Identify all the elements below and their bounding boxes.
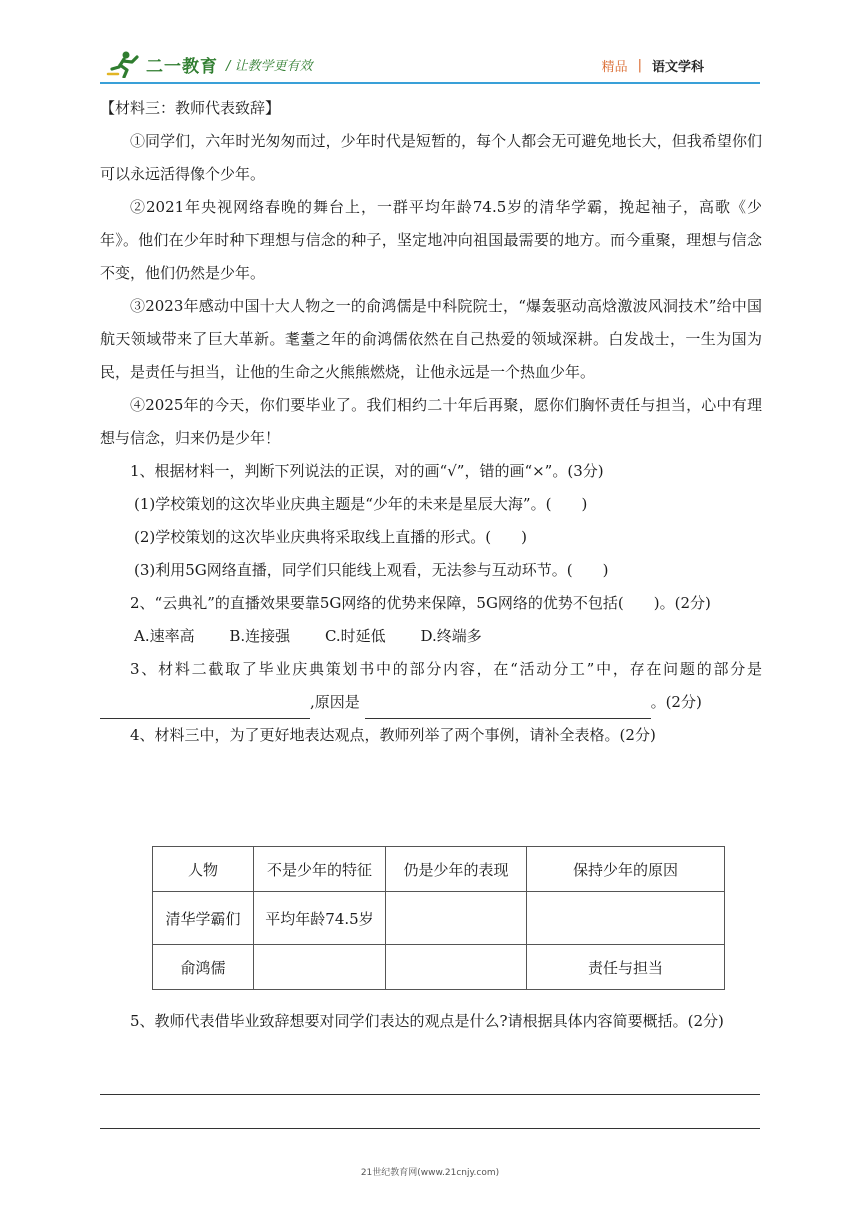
question-5-block bbox=[100, 1005, 762, 1038]
question-1-item-b: (2)学校策划的这次毕业庆典将采取线上直播的形式。( ) bbox=[134, 528, 527, 546]
question-3-reason: ,原因是 bbox=[310, 693, 360, 711]
logo-text: 二一教育 bbox=[146, 56, 218, 77]
table-header-row bbox=[153, 847, 725, 892]
question-3-text: 3、材料二截取了毕业庆典策划书中的部分内容，在“活动分工”中，存在问题的部分是 bbox=[130, 660, 762, 678]
option-a: A.速率高 bbox=[134, 627, 195, 645]
paragraph-4: ④2025年的今天，你们要毕业了。我们相约二十年后再聚，愿你们胸怀责任与担当，心中有理想与信念，归来仍是少年！ bbox=[100, 396, 762, 447]
answer-table bbox=[152, 846, 725, 990]
table-header: 保持少年的原因 bbox=[527, 847, 725, 892]
subject-badge bbox=[602, 56, 704, 75]
paragraph-3: ③2023年感动中国十大人物之一的俞鸿儒是中科院院士，“爆轰驱动高焓激波风洞技术”给中国航天领域带来了巨大革新。耄耋之年的俞鸿儒依然在自己热爱的领域深耕。白发战士，一生为国为民，是责任与担当，让他的生命之火熊熊燃烧，让他永远是一个热血少年。 bbox=[100, 297, 762, 381]
table-cell-blank[interactable] bbox=[527, 892, 725, 945]
question-3-score: 。(2分) bbox=[650, 693, 702, 711]
paragraph-1: ①同学们，六年时光匆匆而过，少年时代是短暂的，每个人都会无可避免地长大，但我希望你们可以永远活得像个少年。 bbox=[100, 132, 762, 183]
badge-separator: | bbox=[637, 58, 642, 73]
option-b: B.连接强 bbox=[229, 627, 291, 645]
material-title: 【材料三：教师代表致辞】 bbox=[100, 99, 281, 117]
question-1: 1、根据材料一，判断下列说法的正误，对的画“√”，错的画“×”。(3分) bbox=[130, 462, 604, 480]
table-cell: 俞鸿儒 bbox=[153, 945, 254, 990]
paragraph-2: ②2021年央视网络春晚的舞台上，一群平均年龄74.5岁的清华学霸，挽起袖子，高歌《少年》。他们在少年时种下理想与信念的种子，坚定地冲向祖国最需要的地方。而今重聚，理想与信念不变，他们仍然是少年。 bbox=[100, 198, 762, 282]
answer-line-1[interactable] bbox=[100, 1094, 760, 1095]
header-rule bbox=[100, 82, 760, 84]
table-cell-blank[interactable] bbox=[386, 892, 527, 945]
question-2-options bbox=[100, 620, 762, 653]
badge-subject: 语文学科 bbox=[651, 60, 704, 75]
table-cell-blank[interactable] bbox=[386, 945, 527, 990]
answer-blank-2[interactable] bbox=[365, 696, 651, 719]
badge-premium: 精品 bbox=[601, 60, 628, 75]
table-cell: 责任与担当 bbox=[527, 945, 725, 990]
page-footer: 21世纪教育网(www.21cnjy.com) bbox=[360, 1168, 500, 1178]
answer-line-2[interactable] bbox=[100, 1128, 760, 1129]
question-1-item-a: (1)学校策划的这次毕业庆典主题是“少年的未来是星辰大海”。( ) bbox=[134, 495, 588, 513]
question-1-item-c: (3)利用5G网络直播，同学们只能线上观看，无法参与互动环节。( ) bbox=[134, 561, 609, 579]
slogan: / 让教学更有效 bbox=[226, 59, 313, 74]
document-body bbox=[100, 92, 762, 752]
running-figure-icon bbox=[106, 50, 140, 78]
answer-blank-1[interactable] bbox=[100, 696, 310, 719]
page-header bbox=[0, 0, 860, 90]
option-d: D.终端多 bbox=[420, 627, 482, 645]
table-cell: 平均年龄74.5岁 bbox=[254, 892, 386, 945]
table-header: 人物 bbox=[153, 847, 254, 892]
table-cell: 清华学霸们 bbox=[153, 892, 254, 945]
table-header: 不是少年的特征 bbox=[254, 847, 386, 892]
table-cell-blank[interactable] bbox=[254, 945, 386, 990]
option-c: C.时延低 bbox=[324, 627, 386, 645]
question-2: 2、“云典礼”的直播效果要靠5G网络的优势来保障，5G网络的优势不包括( )。(2分) bbox=[130, 594, 711, 612]
table-header: 仍是少年的表现 bbox=[386, 847, 527, 892]
question-5: 5、教师代表借毕业致辞想要对同学们表达的观点是什么?请根据具体内容简要概括。(2分) bbox=[130, 1012, 724, 1030]
question-3 bbox=[100, 653, 762, 719]
table-row bbox=[153, 892, 725, 945]
table-row bbox=[153, 945, 725, 990]
question-4: 4、材料三中，为了更好地表达观点，教师列举了两个事例，请补全表格。(2分) bbox=[130, 726, 656, 744]
brand-logo bbox=[106, 50, 218, 78]
